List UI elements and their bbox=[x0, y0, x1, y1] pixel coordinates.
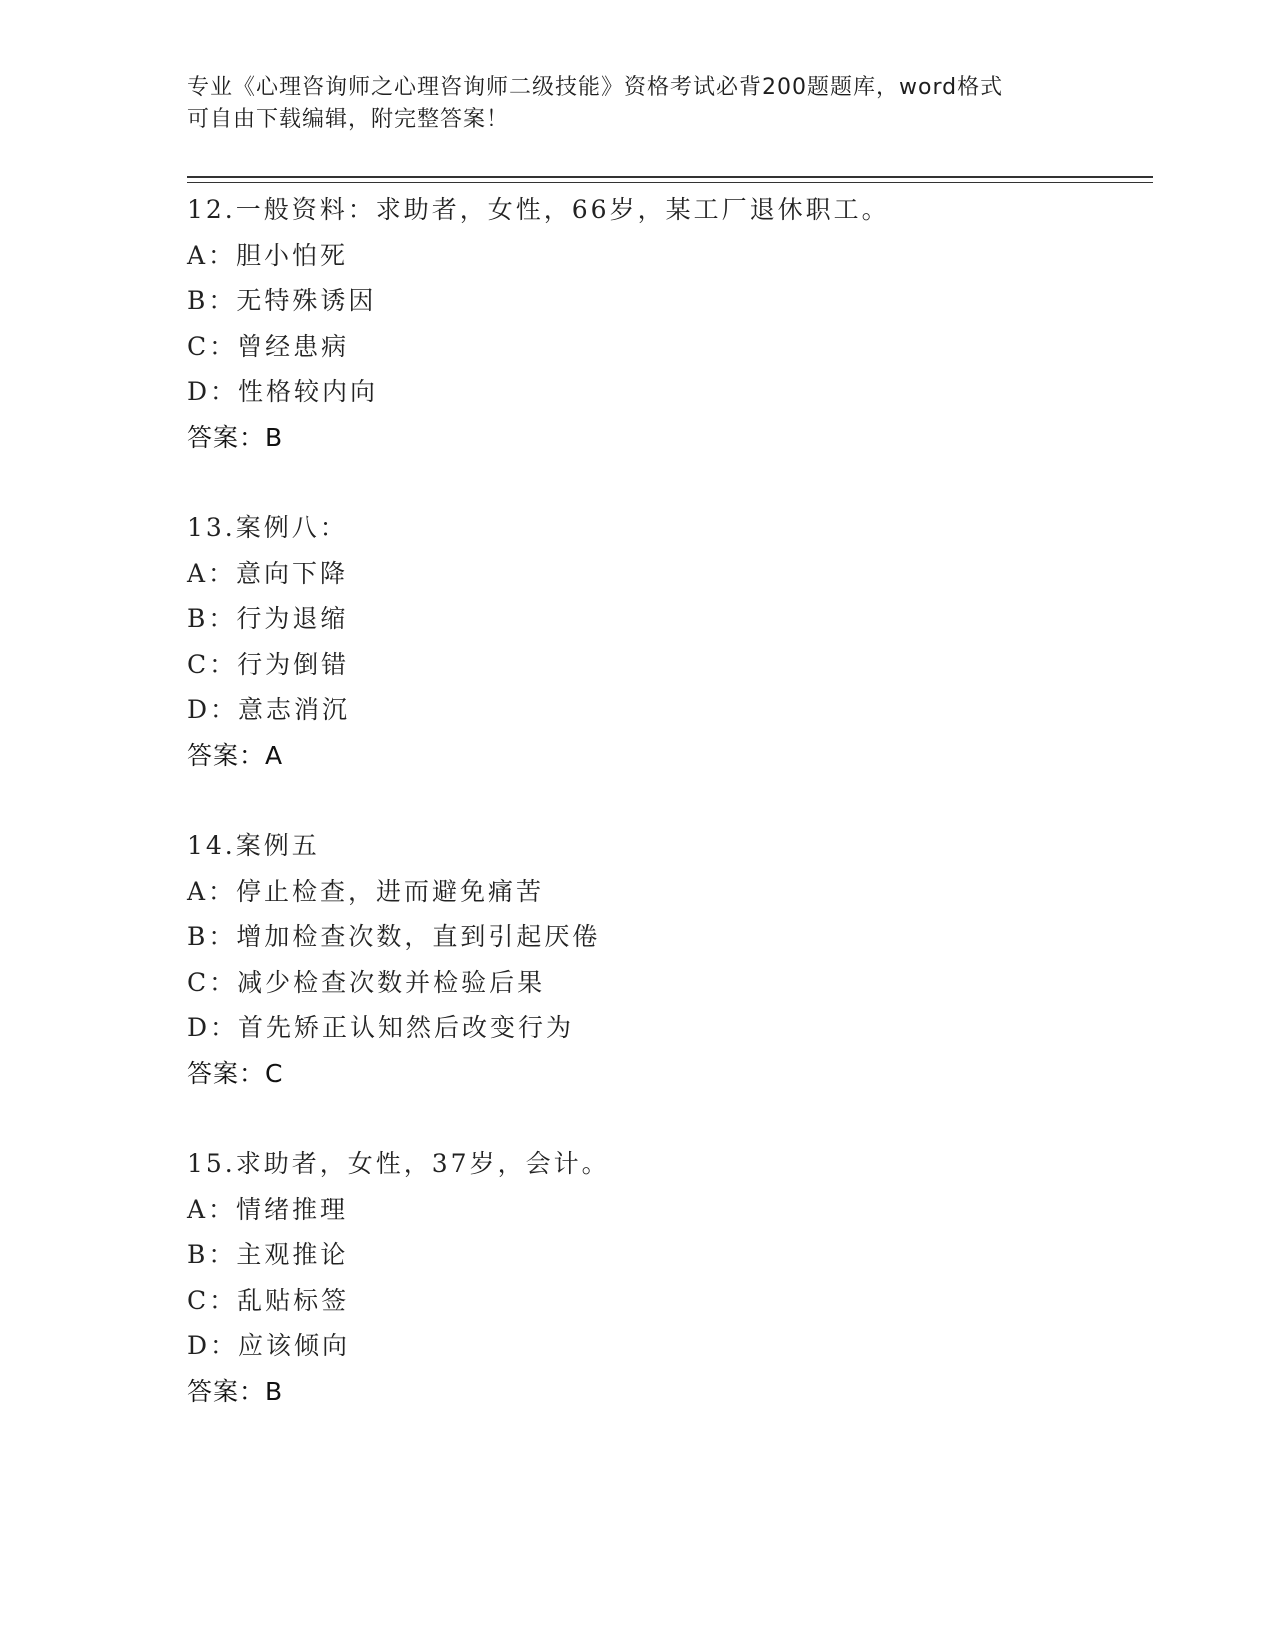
option-c: C：曾经患病 bbox=[187, 331, 350, 361]
question-stem: 12.一般资料：求助者，女性，66岁，某工厂退休职工。 bbox=[187, 195, 890, 224]
question-stem: 14.案例五 bbox=[187, 831, 320, 860]
option-b: B：主观推论 bbox=[187, 1240, 349, 1269]
question-stem: 13.案例八： bbox=[187, 513, 348, 542]
question-12 bbox=[187, 187, 1087, 460]
header-line-2: 可自由下载编辑，附完整答案！ bbox=[187, 107, 510, 132]
option-b: B：无特殊诱因 bbox=[187, 286, 377, 315]
option-c: C：乱贴标签 bbox=[187, 1285, 350, 1315]
header-line-1: 专业《心理咨询师之心理咨询师二级技能》资格考试必背200题题库，word格式 bbox=[187, 75, 1004, 100]
option-d: D：意志消沉 bbox=[187, 695, 351, 724]
option-a: A：停止检查，进而避免痛苦 bbox=[187, 876, 545, 906]
header-divider-thick bbox=[187, 176, 1153, 178]
option-a: A：意向下降 bbox=[187, 558, 349, 588]
question-13 bbox=[187, 505, 1087, 778]
answer-line: 答案：B bbox=[187, 1376, 284, 1406]
option-b: B：行为退缩 bbox=[187, 604, 349, 633]
answer-line: 答案：C bbox=[187, 1058, 284, 1088]
answer-line: 答案：A bbox=[187, 740, 284, 770]
question-stem: 15.求助者，女性，37岁，会计。 bbox=[187, 1149, 610, 1178]
option-d: D：应该倾向 bbox=[187, 1331, 351, 1360]
option-b: B：增加检查次数，直到引起厌倦 bbox=[187, 922, 601, 951]
option-c: C：行为倒错 bbox=[187, 649, 350, 679]
option-a: A：情绪推理 bbox=[187, 1194, 349, 1224]
answer-line: 答案：B bbox=[187, 422, 284, 452]
option-a: A：胆小怕死 bbox=[187, 240, 349, 270]
option-c: C：减少检查次数并检验后果 bbox=[187, 967, 546, 997]
header-divider-thin bbox=[187, 182, 1153, 183]
question-14 bbox=[187, 823, 1087, 1096]
question-15 bbox=[187, 1141, 1087, 1414]
option-d: D：性格较内向 bbox=[187, 377, 379, 406]
document-header bbox=[187, 72, 1067, 136]
option-d: D：首先矫正认知然后改变行为 bbox=[187, 1013, 575, 1042]
